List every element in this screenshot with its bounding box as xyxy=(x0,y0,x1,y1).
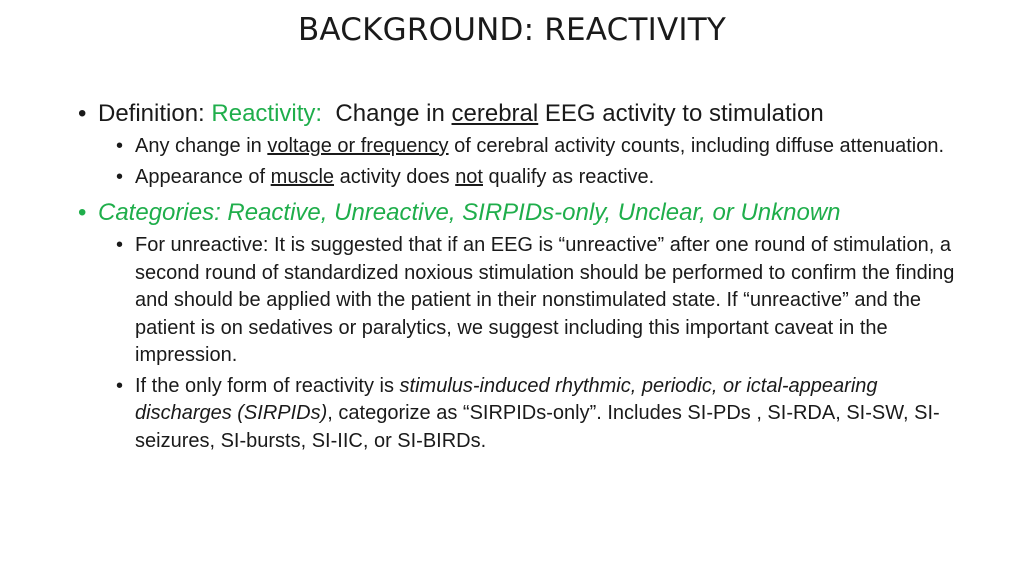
bullet-icon: • xyxy=(78,199,87,226)
muscle-text-1: Appearance of xyxy=(135,165,271,188)
definition-term: Reactivity: xyxy=(211,100,323,127)
change-sub-bullet xyxy=(116,133,958,161)
muscle-underlined-1: muscle xyxy=(270,165,335,188)
categories-text: Categories: Reactive, Unreactive, SIRPIDs-only, Unclear, or Unknown xyxy=(98,199,841,226)
muscle-text-2: activity does xyxy=(334,165,456,188)
bullet-icon: • xyxy=(116,165,124,188)
bullet-icon: • xyxy=(116,135,124,157)
bullet-icon: • xyxy=(78,100,87,127)
unreactive-sub-bullet xyxy=(116,232,958,370)
definition-underlined: cerebral xyxy=(451,100,539,127)
bullet-icon: • xyxy=(116,234,124,256)
definition-text-2: EEG activity to stimulation xyxy=(538,100,824,127)
muscle-text-3: qualify as reactive. xyxy=(483,165,655,188)
bullet-icon: • xyxy=(116,374,124,397)
change-text-1: Any change in xyxy=(135,135,268,157)
slide-body xyxy=(78,98,958,458)
slide-title: BACKGROUND: REACTIVITY xyxy=(297,12,727,48)
muscle-sub-bullet xyxy=(116,164,958,192)
categories-bullet xyxy=(78,197,958,228)
sirpids-text-2: , categorize as “SIRPIDs-only”. Includes SI-PDs , SI-RDA, SI-SW, SI-seizures, SI-bursts, SI-IIC, or SI-BIRDs. xyxy=(135,402,940,452)
muscle-underlined-2: not xyxy=(455,165,483,188)
definition-prefix: Definition: xyxy=(98,100,212,127)
change-underlined: voltage or frequency xyxy=(267,135,449,157)
change-text-2: of cerebral activity counts, including diffuse attenuation. xyxy=(448,135,945,157)
sirpids-sub-bullet xyxy=(116,373,958,456)
unreactive-text: For unreactive: It is suggested that if an EEG is “unreactive” after one round of stimulation, a second round of standardized noxious stimulation should be performed to confirm the finding and should be applied with the patient in their nonstimulated state. If “unreactive” and the patient is on sedatives or paralytics, we suggest including this important caveat in the impression. xyxy=(135,234,955,366)
definition-text-1: Change in xyxy=(322,100,452,127)
definition-bullet xyxy=(78,98,958,129)
sirpids-italic: stimulus-induced rhythmic, periodic, or ictal-appearing discharges (SIRPIDs) xyxy=(135,374,878,424)
sirpids-text-1: If the only form of reactivity is xyxy=(135,374,400,397)
